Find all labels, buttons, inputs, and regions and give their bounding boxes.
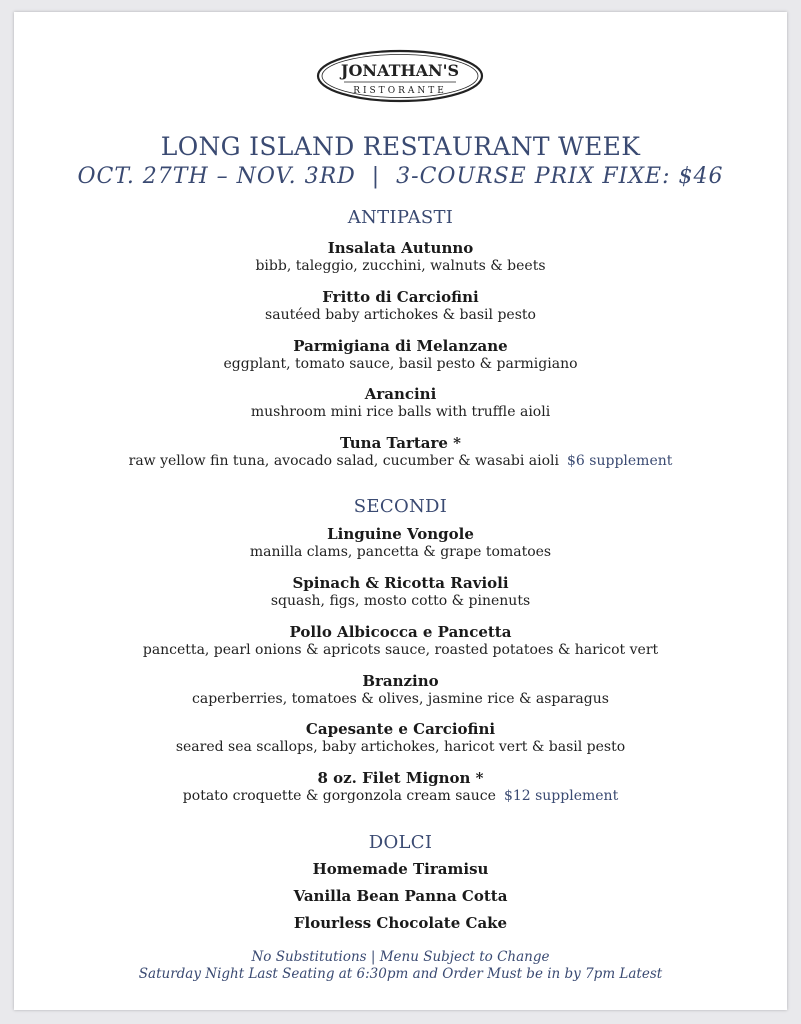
logo-name: JONATHAN'S (340, 61, 460, 80)
page-subtitle: OCT. 27TH – NOV. 3RD | 3-COURSE PRIX FIXE: $46 (77, 164, 724, 189)
item-name: Linguine Vongole (327, 525, 474, 543)
footer-line-1: No Substitutions | Menu Subject to Change (251, 949, 550, 965)
menu-item (14, 239, 787, 276)
menu-item (14, 434, 787, 471)
item-description: sautéed baby artichokes & basil pesto (265, 307, 536, 323)
supplement-price: $6 supplement (567, 453, 673, 469)
restaurant-logo (316, 48, 484, 104)
page-title: LONG ISLAND RESTAURANT WEEK (160, 132, 641, 161)
menu-item (14, 525, 787, 562)
menu-item (14, 288, 787, 325)
item-description: caperberries, tomatoes & olives, jasmine rice & asparagus (192, 691, 609, 707)
footer-line-2: Saturday Night Last Seating at 6:30pm and Order Must be in by 7pm Latest (138, 966, 663, 982)
menu-item (14, 672, 787, 709)
footer-note (14, 949, 787, 983)
item-description: raw yellow fin tuna, avocado salad, cucumber & wasabi aioli (128, 453, 560, 469)
item-description: eggplant, tomato sauce, basil pesto & parmigiano (223, 356, 578, 372)
item-name: Arancini (364, 385, 437, 403)
dessert-item: Homemade Tiramisu (312, 860, 489, 878)
item-description: seared sea scallops, baby artichokes, haricot vert & basil pesto (175, 739, 626, 755)
item-description: manilla clams, pancetta & grape tomatoes (249, 544, 552, 560)
item-name: Parmigiana di Melanzane (293, 337, 508, 355)
supplement-price: $12 supplement (503, 788, 619, 804)
item-name: Spinach & Ricotta Ravioli (292, 574, 509, 592)
item-name: Fritto di Carciofini (322, 288, 479, 306)
item-name: Pollo Albicocca e Pancetta (289, 623, 512, 641)
menu-item (14, 720, 787, 757)
menu-item (14, 769, 787, 806)
item-description: squash, figs, mosto cotto & pinenuts (270, 593, 531, 609)
menu-item (14, 385, 787, 422)
logo-sub: RISTORANTE (353, 86, 447, 96)
menu-page (14, 12, 787, 1010)
menu-item (14, 623, 787, 660)
menu-item (14, 574, 787, 611)
item-name: Tuna Tartare * (339, 434, 462, 452)
item-name: 8 oz. Filet Mignon * (317, 769, 484, 787)
section-antipasti-heading: ANTIPASTI (347, 207, 454, 228)
item-description: mushroom mini rice balls with truffle aioli (250, 404, 551, 420)
section-dolci-heading: DOLCI (368, 832, 433, 853)
item-description: bibb, taleggio, zucchini, walnuts & beets (255, 258, 546, 274)
item-name: Capesante e Carciofini (305, 720, 496, 738)
item-description-row (14, 452, 787, 471)
dessert-item: Flourless Chocolate Cake (293, 914, 508, 932)
item-description: pancetta, pearl onions & apricots sauce, roasted potatoes & haricot vert (142, 642, 659, 658)
item-name: Branzino (362, 672, 439, 690)
item-description-row (14, 787, 787, 806)
item-description: potato croquette & gorgonzola cream sauce (182, 788, 496, 804)
dessert-item: Vanilla Bean Panna Cotta (293, 887, 508, 905)
item-name: Insalata Autunno (327, 239, 474, 257)
section-secondi-heading: SECONDI (353, 496, 448, 517)
menu-item (14, 337, 787, 374)
